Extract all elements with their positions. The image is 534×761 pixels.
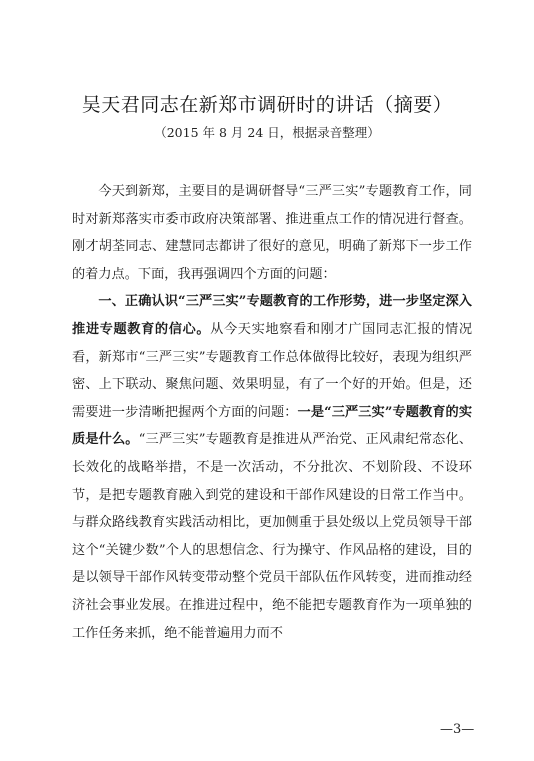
section-one-text: 从今天实地察看和刚才广国同志汇报的情况看，新郑市“三严三实”专题教育工作总体做得比较好，表现为组织严密、上下联动、聚焦问题、效果明显，有了一个好的开始。但是，还需要进一步清晰把握两个方面的问题： [72,321,473,420]
section-one-heading: 一、正确认识“三严三实”专题教育的工作形势，进一步坚定深入推进专题教育的信心。 [72,294,472,337]
document-title: 吴天君同志在新郑市调研时的讲话（摘要） [81,94,453,116]
paragraph-section-one [72,288,472,647]
section-one-text-continued: “三严三实”专题教育是推进从严治党、正风肃纪常态化、长效化的战略举措，不是一次活动，不分批次、不划阶段、不设环节，是把专题教育融入到党的建设和干部作风建设的日常工作当中。与群众路线教育实践活动相比，更加侧重于县处级以上党员领导干部这个“关键少数”个人的思想信念、行为操守、作风品格的建设，目的是以领导干部作风转变带动整个党员干部队伍作风转变，进而推动经济社会事业发展。在推进过程中，绝不能把专题教育作为一项单独的工作任务来抓，绝不能普遍用力而不 [72,432,473,641]
document-subtitle: （2015 年 8 月 24 日，根据录音整理） [154,125,380,140]
section-one-subheading: 一是“三严三实”专题教育的实质是什么。 [72,404,473,448]
page-number: —3— [440,722,475,737]
paragraph-intro: 今天到新郑，主要目的是调研督导“三严三实”专题教育工作，同时对新郑落实市委市政府决策部署、推进重点工作的情况进行督查。刚才胡荃同志、建慧同志都讲了很好的意见，明确了新郑下一步工作的着力点。下面，我再强调四个方面的问题： [72,184,472,282]
document-body [72,178,472,647]
